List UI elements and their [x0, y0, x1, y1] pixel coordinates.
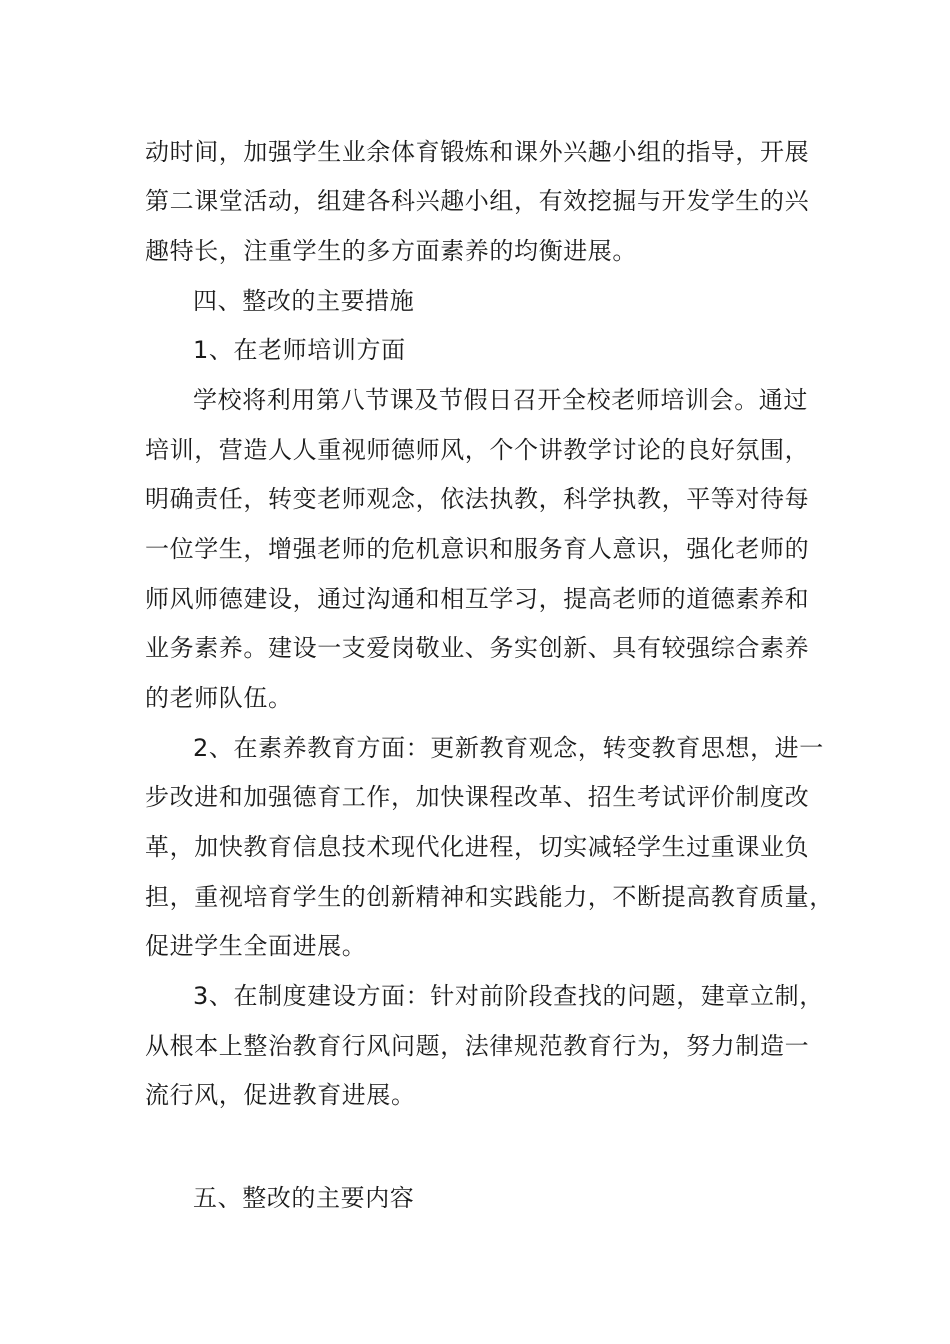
- section-heading: 五、整改的主要内容: [193, 1184, 415, 1212]
- paragraph-line: 担，重视培育学生的创新精神和实践能力，不断提高教育质量，: [145, 883, 834, 911]
- paragraph-line: 培训，营造人人重视师德师风，个个讲教学讨论的良好氛围，: [145, 436, 810, 464]
- paragraph-line: 明确责任，转变老师观念，依法执教，科学执教，平等对待每: [145, 485, 810, 513]
- section-heading: 四、整改的主要措施: [193, 287, 415, 315]
- paragraph-line: 动时间，加强学生业余体育锻炼和课外兴趣小组的指导，开展: [145, 138, 810, 166]
- paragraph-line: 学校将利用第八节课及节假日召开全校老师培训会。通过: [193, 386, 808, 414]
- paragraph-line: 从根本上整治教育行风问题，法律规范教育行为，努力制造一: [145, 1032, 810, 1060]
- paragraph-line: 2、在素养教育方面：更新教育观念，转变教育思想，进一: [193, 734, 824, 762]
- paragraph-line: 师风师德建设，通过沟通和相互学习，提高老师的道德素养和: [145, 585, 810, 613]
- paragraph-line: 流行风，促进教育进展。: [145, 1081, 416, 1109]
- subsection-heading: 1、在老师培训方面: [193, 336, 406, 364]
- paragraph-line: 3、在制度建设方面：针对前阶段查找的问题，建章立制，: [193, 982, 824, 1010]
- paragraph-line: 趣特长，注重学生的多方面素养的均衡进展。: [145, 237, 637, 265]
- paragraph-line: 步改进和加强德育工作，加快课程改革、招生考试评价制度改: [145, 783, 810, 811]
- paragraph-line: 促进学生全面进展。: [145, 932, 367, 960]
- paragraph-line: 革，加快教育信息技术现代化进程，切实减轻学生过重课业负: [145, 833, 810, 861]
- paragraph-line: 的老师队伍。: [145, 684, 293, 712]
- paragraph-line: 业务素养。建设一支爱岗敬业、务实创新、具有较强综合素养: [145, 634, 810, 662]
- paragraph-line: 一位学生，增强老师的危机意识和服务育人意识，强化老师的: [145, 535, 810, 563]
- paragraph-line: 第二课堂活动，组建各科兴趣小组，有效挖掘与开发学生的兴: [145, 187, 810, 215]
